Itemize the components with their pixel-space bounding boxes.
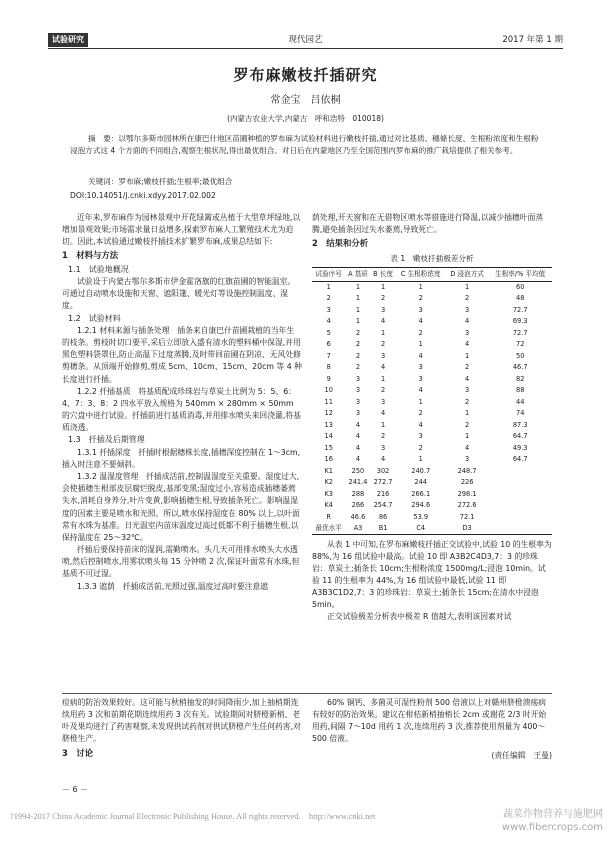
table-cell: 294.6 xyxy=(411,501,431,510)
table-cell: 302 xyxy=(376,466,390,475)
table-cell: 4 xyxy=(355,420,361,429)
table-cell: 3 xyxy=(380,351,386,360)
table-cell: 10 xyxy=(324,386,333,395)
table-cell: 15 xyxy=(324,443,333,452)
table-cell: 3 xyxy=(355,397,361,406)
table-cell: 4 xyxy=(355,443,361,452)
table-cell: A3 xyxy=(345,523,370,535)
table-row xyxy=(312,465,552,477)
table-row xyxy=(312,488,552,500)
table-cell: 16 xyxy=(324,455,333,464)
table-cell: 3 xyxy=(465,305,470,314)
table-header-cell: B 长度 xyxy=(371,268,396,281)
table-cell: 3 xyxy=(418,432,423,441)
table-row xyxy=(312,327,552,339)
article-title: 罗布麻嫩枝扦插研究 xyxy=(233,66,378,84)
table-cell: 3 xyxy=(355,386,361,395)
table-cell: 4 xyxy=(418,317,423,326)
table-row xyxy=(312,408,552,420)
table-cell: 1 xyxy=(418,282,423,291)
page-number: － 6 － xyxy=(62,785,89,794)
running-header xyxy=(48,33,563,49)
table-cell: 4 xyxy=(418,420,423,429)
table-row xyxy=(312,396,552,408)
table-cell: 2 xyxy=(380,386,386,395)
section-heading: 1 材料与方法 xyxy=(62,250,119,261)
table-cell: 4 xyxy=(465,317,470,326)
table-cell xyxy=(488,523,552,535)
table-cell xyxy=(488,465,552,477)
table-cell: 226 xyxy=(460,478,474,487)
table-cell: 248.7 xyxy=(457,466,477,475)
table-header-row xyxy=(312,268,552,281)
table-cell: 1 xyxy=(355,305,361,314)
table-cell: 2 xyxy=(326,294,331,303)
table-cell: B1 xyxy=(371,523,396,535)
table-cell: 240.7 xyxy=(411,466,431,475)
paragraph: 1.2.2 扦插基质 将基质配成珍珠岩与草炭土比例为 5：5、6：4、7：3、8：2 四水平放入规格为 540mm × 280mm × 50mm 的穴盘中进行试验。扦插前进行基质消毒,并用排水喷头来回浇灌,将基质浇透。 xyxy=(62,386,301,433)
copyright-line: ?1994-2017 China Academic Journal Electronic Publishing House. All rights reserved. http://www.cnki.net xyxy=(10,812,376,821)
table-cell: 266 xyxy=(351,501,365,510)
paragraph: 1.3.3 遮荫 扦插成活前,光照过强,温度过高时要注意遮 xyxy=(77,581,269,591)
paragraph: 60% 铜钙、多菌灵可湿性粉剂 500 倍液以上对赣州脐橙溃疡病有较好的防治效果。建议在柑桔新梢抽梢长 2cm 或谢花 2/3 时开始用药,间隔 7～10d 用药 1 次,连续用药 3 次,推荐使用剂量为 400～500 倍液。 xyxy=(312,698,547,744)
table-row xyxy=(312,477,552,489)
table-cell: 216 xyxy=(376,489,390,498)
table-cell: 266.1 xyxy=(411,489,431,498)
watermark: 蔬菜作物营养与施肥网 www.fibercrops.com xyxy=(501,809,603,833)
table-cell: 3 xyxy=(465,455,470,464)
section-tag: 试验研究 xyxy=(48,33,88,47)
table-cell: 2 xyxy=(418,443,423,452)
table-cell: 46.7 xyxy=(512,363,528,372)
table-cell: 3 xyxy=(418,363,423,372)
bottom-right-column xyxy=(312,697,552,762)
table-cell: 3 xyxy=(355,374,361,383)
table-cell: 4 xyxy=(355,455,361,464)
table-cell: 3 xyxy=(380,305,386,314)
table-cell: 88 xyxy=(516,386,525,395)
divider xyxy=(62,693,552,694)
table-cell: 11 xyxy=(324,397,333,406)
table-cell: 46.6 xyxy=(350,512,366,521)
table-cell: 272.7 xyxy=(373,478,393,487)
table-cell: 3 xyxy=(355,409,361,418)
table-row xyxy=(312,500,552,512)
table-cell: 1 xyxy=(418,455,423,464)
table-cell: 64.7 xyxy=(512,432,528,441)
table-cell: 7 xyxy=(326,351,331,360)
table-row xyxy=(312,304,552,316)
table-cell: 44 xyxy=(516,397,525,406)
table-cell: 4 xyxy=(465,374,470,383)
table-cell: K1 xyxy=(324,466,333,475)
table-header-cell: 试验序号 xyxy=(312,268,345,281)
table-cell: 74 xyxy=(516,409,525,418)
table-cell: 272.6 xyxy=(457,501,477,510)
table-cell: 14 xyxy=(324,432,333,441)
journal-name: 现代园艺 xyxy=(288,35,323,45)
table-row xyxy=(312,431,552,443)
table-cell: 250 xyxy=(351,466,365,475)
right-column xyxy=(312,212,552,624)
table-cell: 4 xyxy=(380,363,386,372)
table-cell: 5 xyxy=(326,328,331,337)
table-cell: 3 xyxy=(465,386,470,395)
table-cell: 1 xyxy=(380,328,386,337)
paragraph: 扦插后要保持苗床的湿润,需勤喷水。头几天可用排水喷头大水透喷,然后控制喷水,用雾状喷头每 15 分钟喷 2 次,保证叶面常有水珠,但基质不可过湿。 xyxy=(62,545,300,579)
table-row xyxy=(312,316,552,328)
table-cell: C4 xyxy=(396,523,446,535)
bottom-left-column xyxy=(62,697,302,761)
range-analysis-table xyxy=(312,267,552,534)
table-cell: 244 xyxy=(414,478,428,487)
table-cell: 53.9 xyxy=(413,512,429,521)
keywords: 关键词：罗布麻;嫩枝扦插;生根率;最优组合 xyxy=(88,177,233,186)
paragraph: 痘病的防治效果较好。这可能与秋梢抽发的时间降雨少,加上抽梢期连续用药 3 次和前期花期连续用药 3 次有关。试验期间对脐橙新梢、老叶及果均进行了药害观察,未发现供试药剂对供试脐橙产生任何药害,对脐橙生产。 xyxy=(62,698,301,744)
table-cell: 1 xyxy=(380,420,386,429)
table-cell: 3 xyxy=(326,305,331,314)
table-cell: 4 xyxy=(380,317,386,326)
affiliation: (内蒙古农业大学,内蒙古 呼和浩特 010018) xyxy=(227,114,384,123)
left-column xyxy=(62,212,302,593)
table-header-cell: A 基质 xyxy=(345,268,370,281)
table-cell: 3 xyxy=(418,374,423,383)
table-cell: 2 xyxy=(355,363,361,372)
table-cell: 4 xyxy=(380,409,386,418)
subsection-heading: 1.3 扦插及后期管理 xyxy=(68,435,145,445)
table-header-cell: C 生根粉浓度 xyxy=(396,268,446,281)
table-cell: 3 xyxy=(380,397,386,406)
editor-note: (责任编辑 王曼) xyxy=(491,750,552,760)
abstract xyxy=(70,133,542,157)
table-cell: 1 xyxy=(380,282,386,291)
table-row xyxy=(312,362,552,374)
table-cell: 1 xyxy=(418,397,423,406)
table-cell: 2 xyxy=(355,340,361,349)
table-cell: K4 xyxy=(324,501,333,510)
table-cell: K2 xyxy=(324,478,333,487)
authors: 常金宝 吕依桐 xyxy=(270,95,341,106)
table-cell: 2 xyxy=(380,432,386,441)
table-cell: 50 xyxy=(516,351,525,360)
table-cell: 72.7 xyxy=(512,328,528,337)
table-cell: 298.1 xyxy=(457,489,477,498)
table-cell: 1 xyxy=(355,317,361,326)
table-cell xyxy=(488,511,552,523)
table-cell: 72 xyxy=(516,340,525,349)
paragraph: 1.3.1 扦插深度 扦插时根据穗株长度,插穗深度控制在 1～3cm,插入时注意不要倾斜。 xyxy=(62,447,301,470)
table-cell: 72.7 xyxy=(512,305,528,314)
table-cell: R xyxy=(326,512,331,521)
paragraph: 1.2.1 材料来源与插条处理 插条来自康巴什苗圃栽植的当年生的枝条。剪枝时切口要平,采后立即放入盛有清水的塑料桶中保湿,并用黑色塑料袋罩住,防止高温下过度蒸腾,及时带回苗圃在阴凉、无风处修剪穗条。从顶端开始修剪,剪成 5cm、10cm、15cm、20cm 等 4 种长度进行扦插。 xyxy=(62,325,302,384)
table-cell: 8 xyxy=(326,363,331,372)
table-cell: 1 xyxy=(326,282,331,291)
table-cell: 2 xyxy=(418,409,423,418)
doi: DOI:10.14051/j.cnki.xdyy.2017.02.002 xyxy=(70,191,216,200)
table-cell: 288 xyxy=(351,489,365,498)
table-row xyxy=(312,281,552,293)
table-cell: 86 xyxy=(378,512,388,521)
table-row xyxy=(312,419,552,431)
table-cell: 48 xyxy=(516,294,525,303)
table-cell: 9 xyxy=(326,374,331,383)
table-cell: 最优水平 xyxy=(312,523,345,535)
table-cell: 87.3 xyxy=(512,420,528,429)
table-cell: 2 xyxy=(418,294,423,303)
table-cell: 1 xyxy=(380,374,386,383)
table-row xyxy=(312,385,552,397)
table-row xyxy=(312,339,552,351)
table-row xyxy=(312,523,552,535)
table-cell: 72.1 xyxy=(459,512,475,521)
table-cell: 2 xyxy=(380,294,386,303)
table-cell: 254.7 xyxy=(373,501,393,510)
table-cell: 3 xyxy=(465,328,470,337)
table-cell: 82 xyxy=(516,374,525,383)
table-cell: 1 xyxy=(355,294,361,303)
table-cell: 4 xyxy=(418,351,423,360)
table-cell: 2 xyxy=(465,294,470,303)
table-cell: 2 xyxy=(465,397,470,406)
paragraph: 荫处理,开天窗和在无借物区喷水等措施进行降温,以减少插穗叶面蒸腾,避免插条因过失水萎蔫,导致死亡。 xyxy=(312,213,544,235)
subsection-heading: 1.2 试验材料 xyxy=(68,313,121,323)
table-cell: K3 xyxy=(324,489,333,498)
table-cell: 3 xyxy=(380,443,386,452)
table-cell: 1 xyxy=(465,432,470,441)
subsection-heading: 1.1 试验地概况 xyxy=(68,264,129,274)
table-row xyxy=(312,442,552,454)
table-cell: 60 xyxy=(516,282,525,291)
table-cell: 4 xyxy=(418,386,423,395)
table-cell: 2 xyxy=(465,363,470,372)
table-row xyxy=(312,511,552,523)
table-cell: D3 xyxy=(446,523,489,535)
table-cell: 1 xyxy=(355,282,361,291)
table-cell: 4 xyxy=(355,432,361,441)
table-cell: 1 xyxy=(465,282,470,291)
table-cell: 69.3 xyxy=(512,317,528,326)
abstract-text: 摘 要：以鄂尔多斯市园林所在康巴什地区苗圃种植的罗布麻为试验材料进行嫩枝扦插,通过对比基质、穗條长度、生根粉浓度和生根粉浸泡方式这 4 个方面的不同组合,观察生根状况,得出最优组合。对日后在内蒙地区乃至全国范围内罗布麻的推广栽培提供了相关参考。 xyxy=(70,134,539,155)
table-cell: 1 xyxy=(418,340,423,349)
table-cell: 4 xyxy=(465,340,470,349)
section-heading: 2 结果和分析 xyxy=(312,238,369,249)
table-cell: 13 xyxy=(324,420,333,429)
table-cell xyxy=(488,477,552,489)
table-cell: 3 xyxy=(418,305,423,314)
table-header-cell: D 浸泡方式 xyxy=(446,268,489,281)
table-row xyxy=(312,454,552,466)
table-row xyxy=(312,373,552,385)
table-cell: 2 xyxy=(355,351,361,360)
table-row xyxy=(312,350,552,362)
table-cell: 241.4 xyxy=(348,478,368,487)
table-cell: 1 xyxy=(465,409,470,418)
table-cell: 49.3 xyxy=(512,443,528,452)
table-cell: 1 xyxy=(465,351,470,360)
table-cell: 2 xyxy=(465,420,470,429)
table-cell: 12 xyxy=(324,409,333,418)
intro-paragraph: 近年来,罗布麻作为园林景观中开花绿篱或丛植于大型草坪绿地,以增加景观效果;市场需求量日益增多,探索罗布麻人工繁殖技术尤为迫切。因此,本试验通过嫩枝扦插技术扩繁罗布麻,成果总结如下: xyxy=(62,213,301,247)
table-cell xyxy=(488,488,552,500)
table-row xyxy=(312,293,552,305)
paragraph: 试验设于内蒙古鄂尔多斯市伊金霍洛旗的红旗苗圃的智能温室。可通过自动喷水设施和天窗、遮阳篷、暖光灯等设施控制温度、湿度。 xyxy=(62,277,296,311)
table-header-cell: 生根率/% 平均值 xyxy=(488,268,552,281)
table-title: 表 1 嫩枝扦插极差分析 xyxy=(390,254,474,264)
table-cell: 4 xyxy=(465,443,470,452)
paragraph: 1.3.2 温湿度管理 扦插成活前,控制温湿度至关重要。湿度过大,会使插穗生根部皮层腐烂脱皮,基部变黑;湿度过小,容易造成插穗萎蔫失水,消耗自身养分,叶片变黄,影响插穗生根,导致插条死亡。影响温湿度的因素主要是喷水和光照。所以,喷水保持湿度在 80% 以上,以叶面常有水珠为基准。日光温室内苗床温度过高过低都不利于插穗生根,以保持温度在 25～32℃。 xyxy=(62,472,300,542)
table-cell: 4 xyxy=(380,455,386,464)
paragraph: 从表 1 中可知,在罗布麻嫩枝扦插正交试验中,试验 10 的生根率为 88%,为 16 组试验中最高。试验 10 即 A3B2C4D3,7：3 的珍珠岩：草炭土;插条长 10cm;生根粉浓度 1500mg/L;浸泡 10min。试验 11 的生根率为 44%,为 16 组试验中最低,试验 11 即 A3B3C1D2,7：3 的珍珠岩：草炭土;插条长 15cm;在清水中浸泡 5min。 xyxy=(312,539,552,610)
table-cell: 4 xyxy=(326,317,331,326)
table-cell: 2 xyxy=(418,328,423,337)
table-cell: 6 xyxy=(326,340,331,349)
section-heading: 3 讨论 xyxy=(62,747,93,758)
table-cell xyxy=(488,500,552,512)
issue-label: 2017 年第 1 期 xyxy=(502,35,563,45)
table-cell: 64.7 xyxy=(512,455,528,464)
table-cell: 2 xyxy=(355,328,361,337)
paragraph: 正交试验极差分析表中极差 R 值越大,表明该因素对试 xyxy=(327,612,512,622)
table-cell: 2 xyxy=(380,340,386,349)
